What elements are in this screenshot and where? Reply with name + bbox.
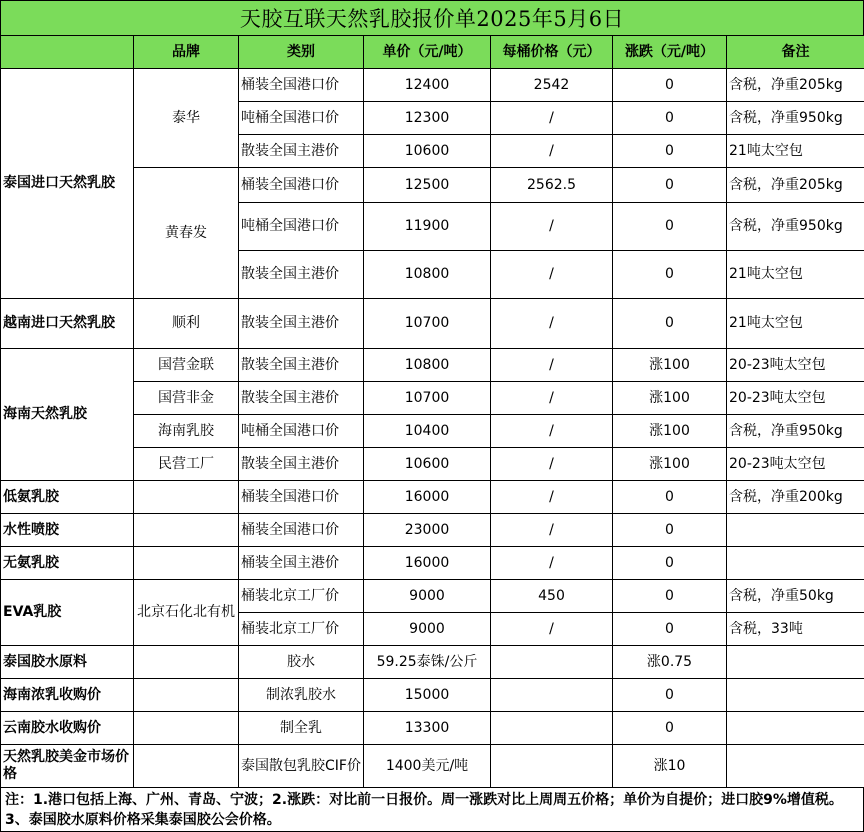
footnote: 注：1.港口包括上海、广州、青岛、宁波；2.涨跌：对比前一日报价。周一涨跌对比上周周五价格；单价为自提价；进口胶9%增值税。3、泰国胶水原料价格采集泰国胶公会价格。	[0, 788, 864, 832]
row-barrel: /	[491, 415, 613, 448]
table-row	[1, 299, 864, 349]
row-change: 涨10	[613, 745, 727, 788]
row-remark: 20-23吨太空包	[727, 382, 864, 415]
row-category: 制全乳	[239, 712, 364, 745]
row-change: 0	[613, 481, 727, 514]
brand-minying: 民营工厂	[134, 448, 239, 481]
row-price: 12300	[364, 102, 491, 135]
row-barrel	[491, 712, 613, 745]
table-row	[1, 679, 864, 712]
row-price: 10700	[364, 299, 491, 349]
group-thai-raw: 泰国胶水原料	[1, 646, 134, 679]
row-remark: 含税，净重950kg	[727, 102, 864, 135]
row-category: 桶装北京工厂价	[239, 580, 364, 613]
row-category: 散装全国主港价	[239, 251, 364, 299]
row-change: 0	[613, 135, 727, 168]
table-row	[1, 481, 864, 514]
row-remark: 含税，净重205kg	[727, 168, 864, 203]
row-remark: 20-23吨太空包	[727, 349, 864, 382]
group-vietnam: 越南进口天然乳胶	[1, 299, 134, 349]
row-barrel: /	[491, 382, 613, 415]
row-category: 桶装全国主港价	[239, 547, 364, 580]
row-remark: 含税，净重50kg	[727, 580, 864, 613]
row-barrel	[491, 646, 613, 679]
header-barrel-price: 每桶价格（元）	[491, 36, 613, 69]
row-price: 12500	[364, 168, 491, 203]
group-yunnan-buy: 云南胶水收购价	[1, 712, 134, 745]
row-price: 16000	[364, 547, 491, 580]
row-change: 0	[613, 69, 727, 102]
header-remark: 备注	[727, 36, 864, 69]
row-barrel: /	[491, 251, 613, 299]
table-row	[1, 745, 864, 788]
row-change: 0	[613, 679, 727, 712]
row-remark: 21吨太空包	[727, 135, 864, 168]
row-barrel: /	[491, 349, 613, 382]
row-price: 15000	[364, 679, 491, 712]
group-thai: 泰国进口天然乳胶	[1, 69, 134, 299]
row-category: 制浓乳胶水	[239, 679, 364, 712]
brand-empty	[134, 481, 239, 514]
row-remark: 20-23吨太空包	[727, 448, 864, 481]
row-category: 桶装全国港口价	[239, 514, 364, 547]
row-barrel: /	[491, 481, 613, 514]
row-barrel: 450	[491, 580, 613, 613]
row-barrel: /	[491, 135, 613, 168]
row-category: 散装全国主港价	[239, 382, 364, 415]
row-remark: 含税，净重950kg	[727, 415, 864, 448]
group-eva: EVA乳胶	[1, 580, 134, 646]
row-barrel: /	[491, 547, 613, 580]
row-price: 12400	[364, 69, 491, 102]
row-change: 涨100	[613, 349, 727, 382]
row-price: 59.25泰铢/公斤	[364, 646, 491, 679]
row-remark: 21吨太空包	[727, 299, 864, 349]
row-price: 9000	[364, 613, 491, 646]
row-barrel	[491, 745, 613, 788]
group-usd-market: 天然乳胶美金市场价格	[1, 745, 134, 788]
row-remark	[727, 679, 864, 712]
group-water-spray: 水性喷胶	[1, 514, 134, 547]
group-hainan: 海南天然乳胶	[1, 349, 134, 481]
row-remark: 含税，净重950kg	[727, 203, 864, 251]
row-change: 0	[613, 102, 727, 135]
brand-huangchunfa: 黄春发	[134, 168, 239, 299]
brand-beijing: 北京石化北有机	[134, 580, 239, 646]
row-change: 0	[613, 514, 727, 547]
row-price: 10600	[364, 448, 491, 481]
header-row	[1, 36, 864, 69]
row-remark: 含税，33吨	[727, 613, 864, 646]
table-row	[1, 646, 864, 679]
row-category: 散装全国主港价	[239, 349, 364, 382]
sheet-title: 天胶互联天然乳胶报价单2025年5月6日	[0, 0, 864, 36]
row-change: 0	[613, 299, 727, 349]
table-row	[1, 69, 864, 102]
brand-empty	[134, 712, 239, 745]
row-price: 1400美元/吨	[364, 745, 491, 788]
row-change: 0	[613, 613, 727, 646]
row-price: 10800	[364, 251, 491, 299]
row-change: 0	[613, 203, 727, 251]
row-remark: 含税，净重200kg	[727, 481, 864, 514]
group-low-ammonia: 低氨乳胶	[1, 481, 134, 514]
brand-empty	[134, 646, 239, 679]
row-barrel: /	[491, 448, 613, 481]
row-change: 涨0.75	[613, 646, 727, 679]
row-barrel: /	[491, 514, 613, 547]
row-price: 10400	[364, 415, 491, 448]
row-barrel: /	[491, 613, 613, 646]
row-barrel: /	[491, 299, 613, 349]
table-row	[1, 547, 864, 580]
row-price: 23000	[364, 514, 491, 547]
row-remark: 含税，净重205kg	[727, 69, 864, 102]
brand-hainan-rubber: 海南乳胶	[134, 415, 239, 448]
brand-guoying-jinlian: 国营金联	[134, 349, 239, 382]
row-remark	[727, 547, 864, 580]
row-change: 0	[613, 168, 727, 203]
header-brand: 品牌	[134, 36, 239, 69]
row-remark: 21吨太空包	[727, 251, 864, 299]
row-price: 13300	[364, 712, 491, 745]
header-blank	[1, 36, 134, 69]
brand-empty	[134, 547, 239, 580]
row-category: 桶装全国港口价	[239, 481, 364, 514]
row-change: 涨100	[613, 448, 727, 481]
row-remark	[727, 712, 864, 745]
table-row	[1, 514, 864, 547]
row-category: 吨桶全国港口价	[239, 415, 364, 448]
row-change: 0	[613, 547, 727, 580]
row-category: 吨桶全国港口价	[239, 102, 364, 135]
row-category: 泰国散包乳胶CIF价	[239, 745, 364, 788]
table-row	[1, 349, 864, 382]
row-category: 吨桶全国港口价	[239, 203, 364, 251]
brand-shunli: 顺利	[134, 299, 239, 349]
row-change: 0	[613, 712, 727, 745]
row-remark	[727, 646, 864, 679]
row-barrel: 2562.5	[491, 168, 613, 203]
brand-guoying-feijin: 国营非金	[134, 382, 239, 415]
row-category: 桶装全国港口价	[239, 69, 364, 102]
table-row	[1, 712, 864, 745]
row-change: 0	[613, 251, 727, 299]
price-table	[0, 35, 864, 788]
table-row	[1, 580, 864, 613]
brand-empty	[134, 679, 239, 712]
row-category: 桶装北京工厂价	[239, 613, 364, 646]
row-price: 10600	[364, 135, 491, 168]
row-price: 11900	[364, 203, 491, 251]
brand-taihua: 泰华	[134, 69, 239, 168]
brand-empty	[134, 514, 239, 547]
group-no-ammonia: 无氨乳胶	[1, 547, 134, 580]
row-category: 胶水	[239, 646, 364, 679]
row-change: 涨100	[613, 415, 727, 448]
header-category: 类别	[239, 36, 364, 69]
header-change: 涨跌（元/吨）	[613, 36, 727, 69]
row-change: 涨100	[613, 382, 727, 415]
row-price: 16000	[364, 481, 491, 514]
group-hainan-buy: 海南浓乳收购价	[1, 679, 134, 712]
row-barrel	[491, 679, 613, 712]
row-remark	[727, 745, 864, 788]
row-price: 10700	[364, 382, 491, 415]
row-barrel: /	[491, 203, 613, 251]
row-price: 9000	[364, 580, 491, 613]
row-barrel: 2542	[491, 69, 613, 102]
row-change: 0	[613, 580, 727, 613]
row-category: 散装全国主港价	[239, 448, 364, 481]
row-remark	[727, 514, 864, 547]
row-barrel: /	[491, 102, 613, 135]
row-category: 散装全国主港价	[239, 135, 364, 168]
row-price: 10800	[364, 349, 491, 382]
row-category: 散装全国主港价	[239, 299, 364, 349]
brand-empty	[134, 745, 239, 788]
header-unit-price: 单价（元/吨）	[364, 36, 491, 69]
row-category: 桶装全国港口价	[239, 168, 364, 203]
